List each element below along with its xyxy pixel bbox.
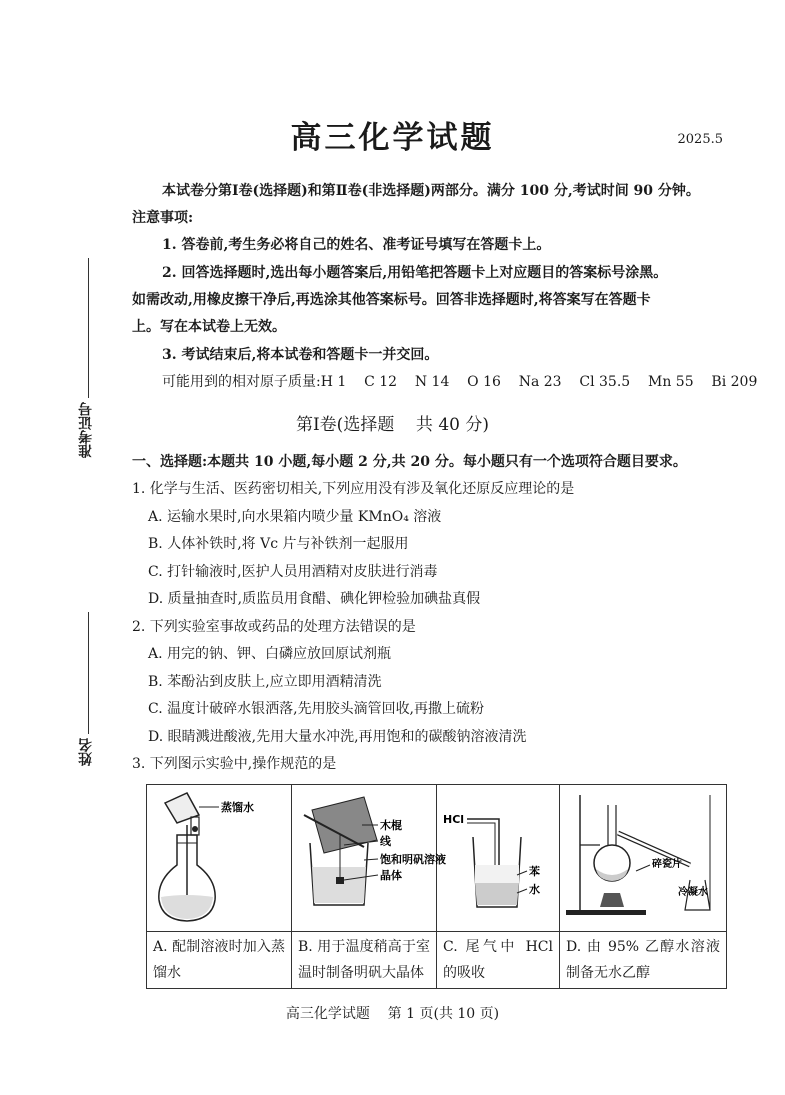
- exam-id-label: 准考证号: [78, 402, 94, 458]
- q1-option-c: C. 打针输液时,医护人员用酒精对皮肤进行消毒: [148, 564, 438, 580]
- notice-2b: 如需改动,用橡皮擦干净后,再选涂其他答案标号。回答非选择题时,将答案写在答题卡: [132, 292, 651, 308]
- crystal-growth-diagram: [292, 785, 446, 927]
- distillation-diagram: [560, 785, 726, 927]
- exam-id-rule: [88, 258, 89, 398]
- q3-option-a: A. 配制溶液时加入蒸馏水: [147, 932, 292, 989]
- notice-2a: 2. 回答选择题时,选出每小题答案后,用铅笔把答题卡上对应题目的答案标号涂黑。: [162, 265, 668, 281]
- name-label: 姓名: [78, 738, 94, 766]
- label-crystal: 晶体: [380, 869, 402, 882]
- label-stick: 木棍: [380, 819, 402, 832]
- label-benzene: 苯: [529, 865, 540, 878]
- intro-desc: 本试卷分第Ⅰ卷(选择题)和第Ⅱ卷(非选择题)两部分。满分 100 分,考试时间 90 分钟。: [162, 183, 700, 199]
- q1-option-d: D. 质量抽查时,质监员用食醋、碘化钾检验加碘盐真假: [148, 591, 481, 607]
- exam-date: 2025.5: [677, 132, 723, 147]
- q1-stem: 1. 化学与生活、医药密切相关,下列应用没有涉及氧化还原反应理论的是: [132, 481, 575, 497]
- label-thread: 线: [380, 835, 391, 848]
- q3-option-d: D. 由 95% 乙醇水溶液制备无水乙醇: [560, 932, 727, 989]
- q2-stem: 2. 下列实验室事故或药品的处理方法错误的是: [132, 619, 416, 635]
- q3-figure-a: [147, 785, 292, 932]
- q3-figure-c: [437, 785, 560, 932]
- q3-options-table: [146, 784, 727, 989]
- page-title: 高三化学试题: [290, 120, 495, 156]
- q3-stem: 3. 下列图示实验中,操作规范的是: [132, 756, 337, 772]
- atomic-masses: 可能用到的相对原子质量:H 1 C 12 N 14 O 16 Na 23 Cl 35.5 Mn 55 Bi 209: [162, 374, 758, 390]
- page-footer: 高三化学试题 第 1 页(共 10 页): [285, 1006, 500, 1022]
- q3-option-b: B. 用于温度稍高于室温时制备明矾大晶体: [292, 932, 437, 989]
- hcl-absorption-diagram: [437, 785, 559, 927]
- name-rule: [88, 612, 89, 734]
- q3-figure-b: [292, 785, 446, 932]
- label-alum-solution: 饱和明矾溶液: [380, 853, 446, 866]
- q2-option-c: C. 温度计破碎水银洒落,先用胶头滴管回收,再撒上硫粉: [148, 701, 485, 717]
- q2-option-d: D. 眼睛溅进酸液,先用大量水冲洗,再用饱和的碳酸钠溶液清洗: [148, 729, 527, 745]
- q1-option-a: A. 运输水果时,向水果箱内喷少量 KMnO₄ 溶液: [148, 509, 442, 525]
- label-boiling-chips: 碎瓷片: [652, 859, 682, 870]
- section-heading: 第Ⅰ卷(选择题 共 40 分): [295, 415, 490, 435]
- q3-figure-d: [560, 785, 727, 932]
- notice-2c: 上。写在本试卷上无效。: [132, 319, 286, 335]
- volumetric-flask-diagram: [147, 785, 291, 927]
- label-hcl: HCl: [443, 813, 465, 826]
- q2-option-b: B. 苯酚沾到皮肤上,应立即用酒精清洗: [148, 674, 382, 690]
- q3-option-c: C. 尾气中 HCl 的吸收: [437, 932, 560, 989]
- label-water: 水: [529, 883, 540, 896]
- notice-1: 1. 答卷前,考生务必将自己的姓名、准考证号填写在答题卡上。: [162, 237, 551, 253]
- label-cooling-water: 冷凝水: [678, 887, 708, 898]
- q1-option-b: B. 人体补铁时,将 Vc 片与补铁剂一起服用: [148, 536, 409, 552]
- notice-heading: 注意事项:: [132, 210, 194, 226]
- label-distilled-water: 蒸馏水: [221, 801, 254, 814]
- q2-option-a: A. 用完的钠、钾、白磷应放回原试剂瓶: [148, 646, 392, 662]
- notice-3: 3. 考试结束后,将本试卷和答题卡一并交回。: [162, 347, 439, 363]
- section-instructions: 一、选择题:本题共 10 小题,每小题 2 分,共 20 分。每小题只有一个选项符合题目要求。: [132, 454, 687, 470]
